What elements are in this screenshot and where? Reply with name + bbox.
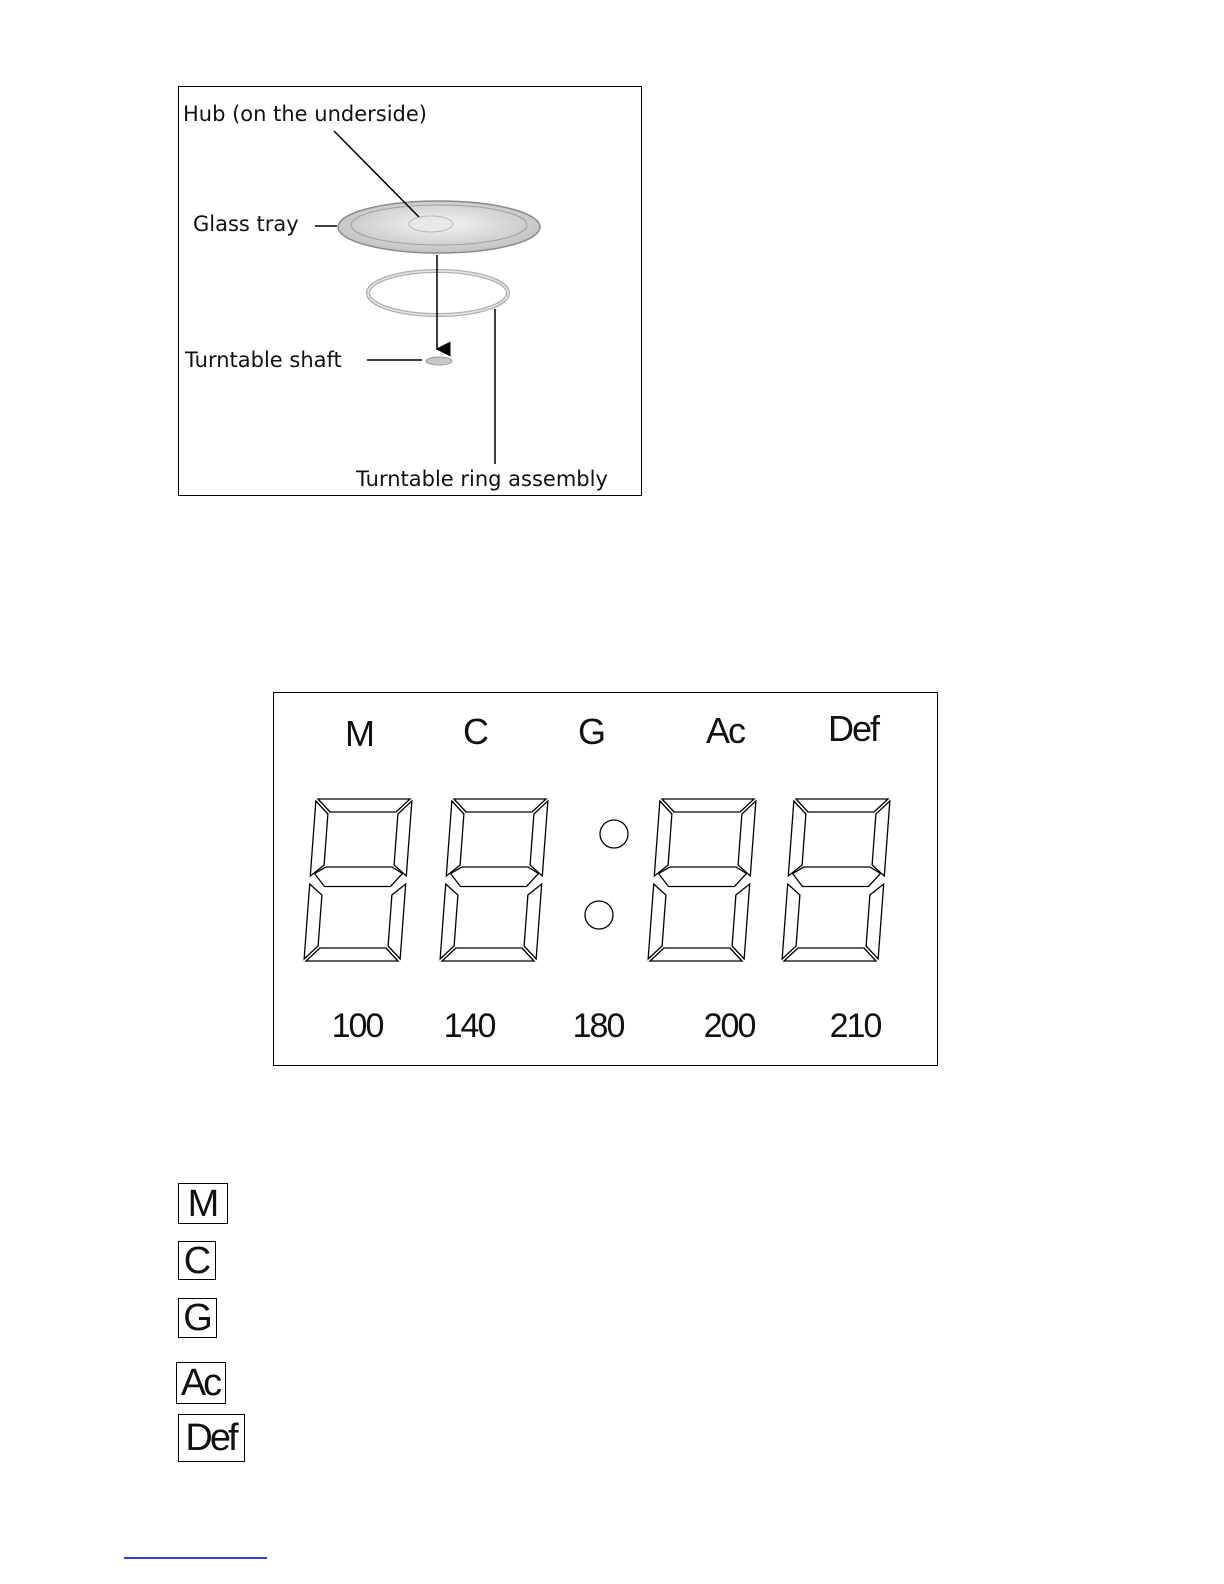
digit-segment: [658, 867, 746, 887]
turntable-shaft: [426, 357, 452, 365]
digit-segment: [530, 801, 548, 876]
display-digit: [648, 799, 756, 961]
digit-segment: [394, 801, 412, 876]
digit-segment: [318, 799, 410, 812]
display-digit: [440, 799, 548, 961]
temp-label-180: 180: [572, 1007, 624, 1045]
hub-leader-line: [334, 131, 419, 217]
digit-segment: [310, 801, 328, 876]
digit-segment: [440, 884, 458, 959]
temp-label-210: 210: [829, 1007, 881, 1045]
display-digit: [782, 799, 890, 961]
digit-segment: [732, 884, 750, 959]
turntable-illustration: [179, 87, 642, 496]
temp-label-100: 100: [331, 1007, 383, 1045]
digit-segment: [738, 801, 756, 876]
display-digit: [304, 799, 412, 961]
mode-label-c: C: [463, 711, 487, 752]
digit-segment: [796, 799, 888, 812]
key-icon-c: C: [178, 1241, 216, 1280]
turntable-diagram: [178, 86, 642, 496]
colon-dot: [600, 820, 628, 848]
digit-segment: [454, 799, 546, 812]
digit-segment: [450, 867, 538, 887]
digit-segment: [524, 884, 542, 959]
glass-tray: [338, 201, 540, 253]
digit-segment: [872, 801, 890, 876]
display-panel: [273, 692, 938, 1066]
footer-link-rule: [124, 1557, 267, 1559]
colon-dot: [585, 901, 613, 929]
digit-segment: [782, 884, 800, 959]
mode-label-ac: Ac: [705, 710, 745, 751]
digit-segment: [442, 948, 534, 961]
key-icon-ac: Ac: [176, 1362, 226, 1404]
digit-segment: [304, 884, 322, 959]
digit-segment: [314, 867, 402, 887]
key-icon-def: Def: [178, 1414, 245, 1462]
turntable-shaft-label: Turntable shaft: [185, 348, 342, 372]
turntable-ring: [368, 271, 508, 315]
hub-label: Hub (on the underside): [183, 102, 427, 126]
digit-segment: [792, 867, 880, 887]
key-icon-m: M: [178, 1183, 228, 1224]
digit-segment: [866, 884, 884, 959]
digit-segment: [306, 948, 398, 961]
mode-label-g: G: [577, 711, 605, 752]
digit-segment: [388, 884, 406, 959]
key-icon-g: G: [178, 1298, 217, 1338]
glass-tray-label: Glass tray: [193, 212, 299, 236]
mode-label-def: Def: [827, 708, 879, 749]
digit-segment: [654, 801, 672, 876]
digit-segment: [648, 884, 666, 959]
digit-segment: [650, 948, 742, 961]
turntable-ring-label: Turntable ring assembly: [356, 467, 608, 491]
digit-segment: [446, 801, 464, 876]
temp-label-140: 140: [443, 1007, 495, 1045]
digit-segment: [788, 801, 806, 876]
digit-segment: [784, 948, 876, 961]
mode-label-m: M: [345, 713, 373, 754]
temp-label-200: 200: [703, 1007, 755, 1045]
digit-segment: [662, 799, 754, 812]
